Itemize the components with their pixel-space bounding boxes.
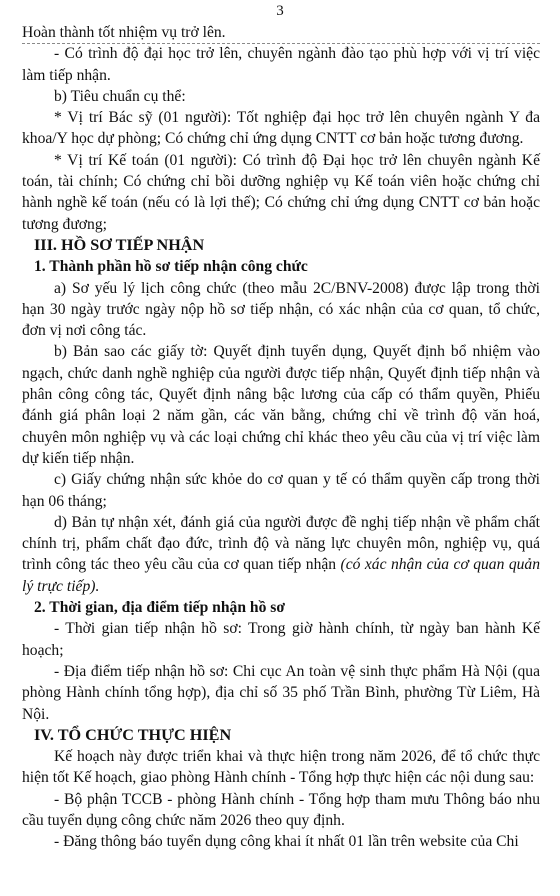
paragraph: b) Bản sao các giấy tờ: Quyết định tuyển dụng, Quyết định bổ nhiệm vào ngạch, chức danh nghề nghiệp của người được tiếp nhận, Quyết định tiếp nhận và phân công công tác, Quyết định nâng bậc lương của cấp có thẩm quyền, Phiếu đánh giá phân loại 2 năm gần, các văn bằng, chứng chỉ về trình độ văn hoá, chuyên môn nghiệp vụ và các loại chứng chỉ khác theo yêu cầu của vị trí việc làm dự kiến tiếp nhận. [22, 343, 540, 467]
paragraph: Hoàn thành tốt nhiệm vụ trở lên. [22, 24, 226, 41]
subsection-heading: 1. Thành phần hồ sơ tiếp nhận công chức [34, 258, 308, 276]
paragraph: * Vị trí Kế toán (01 người): Có trình độ Đại học trở lên chuyên ngành Kế toán, tài chính; Có chứng chỉ bồi dưỡng nghiệp vụ Kế toán viên hoặc chứng chỉ hành nghề kế toán (nếu có là lợi thế); Có chứng chỉ ứng dụng CNTT cơ bản hoặc tương đương; [22, 151, 540, 233]
paragraph: - Thời gian tiếp nhận hồ sơ: Trong giờ hành chính, từ ngày ban hành Kế hoạch; [22, 620, 540, 659]
paragraph: Kế hoạch này được triển khai và thực hiện trong năm 2026, để tổ chức thực hiện tốt Kế hoạch, giao phòng Hành chính - Tổng hợp thực hiện các nội dung sau: [22, 748, 540, 787]
paragraph: c) Giấy chứng nhận sức khỏe do cơ quan y tế có thẩm quyền cấp trong thời hạn 06 tháng; [22, 471, 540, 510]
paragraph: - Bộ phận TCCB - phòng Hành chính - Tổng hợp tham mưu Thông báo nhu cầu tuyển dụng công chức năm 2026 theo quy định. [22, 790, 540, 829]
paragraph: - Địa điểm tiếp nhận hồ sơ: Chi cục An toàn vệ sinh thực phẩm Hà Nội (qua phòng Hành chính tổng hợp), địa chỉ số 35 phố Trần Bình, phường Từ Liêm, Hà Nội. [22, 662, 540, 723]
paragraph-text: d) Bản tự nhận xét, đánh giá của người được đề nghị tiếp nhận về phẩm chất chính trị, phẩm chất đạo đức, trình độ và năng lực chuyên môn, nghiệp vụ, quá trình công tác theo yêu cầu của cơ quan tiếp nhận [22, 513, 540, 574]
section-heading: III. HỒ SƠ TIẾP NHẬN [34, 235, 205, 254]
paragraph: * Vị trí Bác sỹ (01 người): Tốt nghiệp đại học trở lên chuyên ngành Y đa khoa/Y học dự phòng; Có chứng chỉ ứng dụng CNTT cơ bản hoặc tương đương. [22, 109, 540, 148]
paragraph: - Đăng thông báo tuyển dụng công khai ít nhất 01 lần trên website của Chi [54, 833, 519, 851]
subsection-heading: 2. Thời gian, địa điểm tiếp nhận hồ sơ [34, 599, 285, 617]
paragraph: b) Tiêu chuẩn cụ thể: [54, 87, 186, 105]
section-heading: IV. TỔ CHỨC THỰC HIỆN [34, 725, 232, 744]
document-body [22, 22, 540, 853]
page-number: 3 [276, 3, 284, 19]
paragraph [22, 512, 540, 597]
paragraph: a) Sơ yếu lý lịch công chức (theo mẫu 2C/BNV-2008) được lập trong thời hạn 30 ngày trước ngày nộp hồ sơ tiếp nhận, có xác nhận của cơ quan, tổ chức, đơn vị nơi công tác. [22, 279, 540, 340]
paragraph: - Có trình độ đại học trở lên, chuyên ngành đào tạo phù hợp với vị trí việc làm tiếp nhận. [22, 45, 540, 84]
paragraph-italic-note: (có xác nhận của cơ quan quản lý trực tiếp). [22, 556, 541, 595]
